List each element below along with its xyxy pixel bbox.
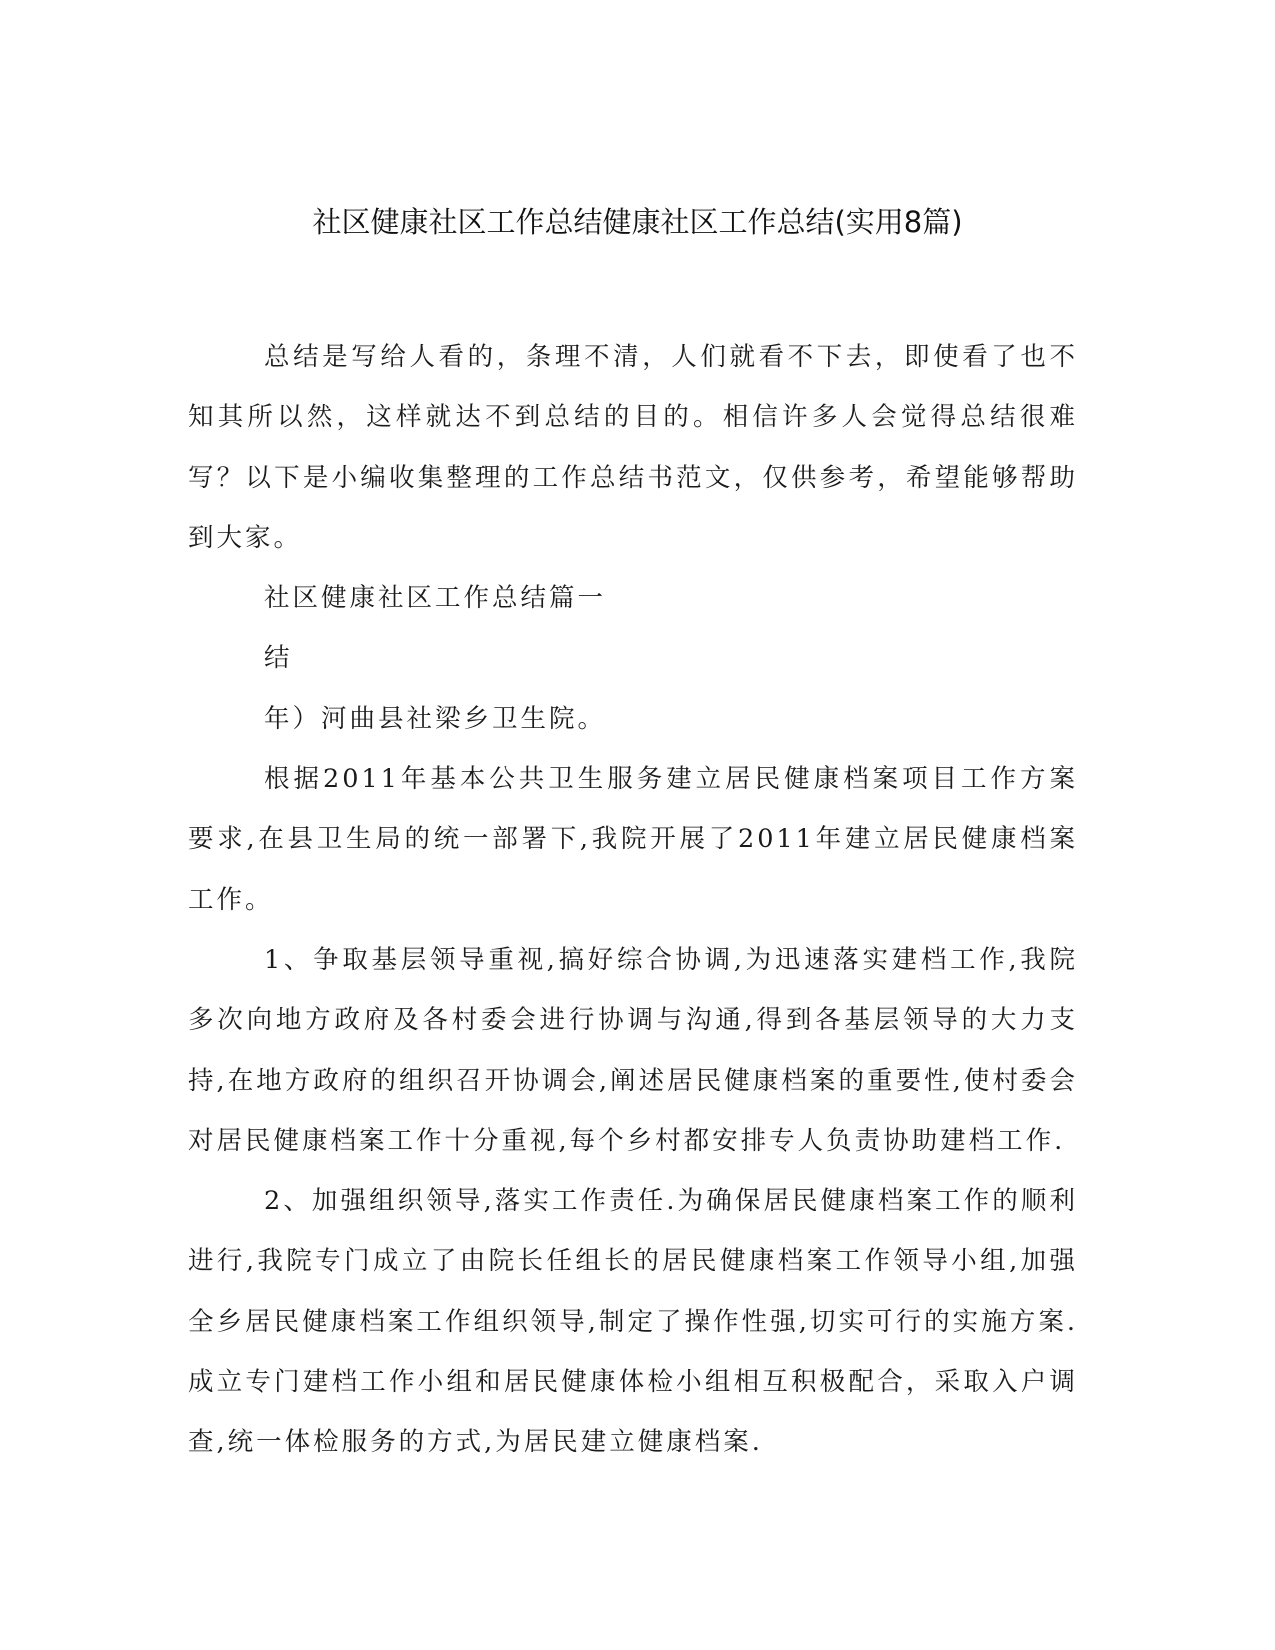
document-body <box>188 327 1078 1473</box>
paragraph-intro: 总结是写给人看的，条理不清，人们就看不下去，即使看了也不知其所以然，这样就达不到总结的目的。相信许多人会觉得总结很难写？以下是小编收集整理的工作总结书范文，仅供参考，希望能够帮助到大家。 <box>188 342 1078 553</box>
paragraph-item-2: 2、加强组织领导,落实工作责任.为确保居民健康档案工作的顺利进行,我院专门成立了由院长任组长的居民健康档案工作领导小组,加强全乡居民健康档案工作组织领导,制定了操作性强,切实可行的实施方案.成立专门建档工作小组和居民健康体检小组相互积极配合，采取入户调查,统一体检服务的方式,为居民建立健康档案. <box>188 1186 1078 1458</box>
section-heading: 社区健康社区工作总结篇一 <box>264 583 607 614</box>
paragraph-basis: 根据2011年基本公共卫生服务建立居民健康档案项目工作方案要求,在县卫生局的统一部署下,我院开展了2011年建立居民健康档案工作。 <box>188 764 1078 915</box>
paragraph-fragment: 结 <box>264 643 293 674</box>
document-title: 社区健康社区工作总结健康社区工作总结(实用8篇) <box>312 205 963 239</box>
paragraph-item-1: 1、争取基层领导重视,搞好综合协调,为迅速落实建档工作,我院多次向地方政府及各村委会进行协调与沟通,得到各基层领导的大力支持,在地方政府的组织召开协调会,阐述居民健康档案的重要性,使村委会对居民健康档案工作十分重视,每个乡村都安排专人负责协助建档工作. <box>188 944 1078 1156</box>
paragraph-location: 年）河曲县社梁乡卫生院。 <box>264 703 607 734</box>
